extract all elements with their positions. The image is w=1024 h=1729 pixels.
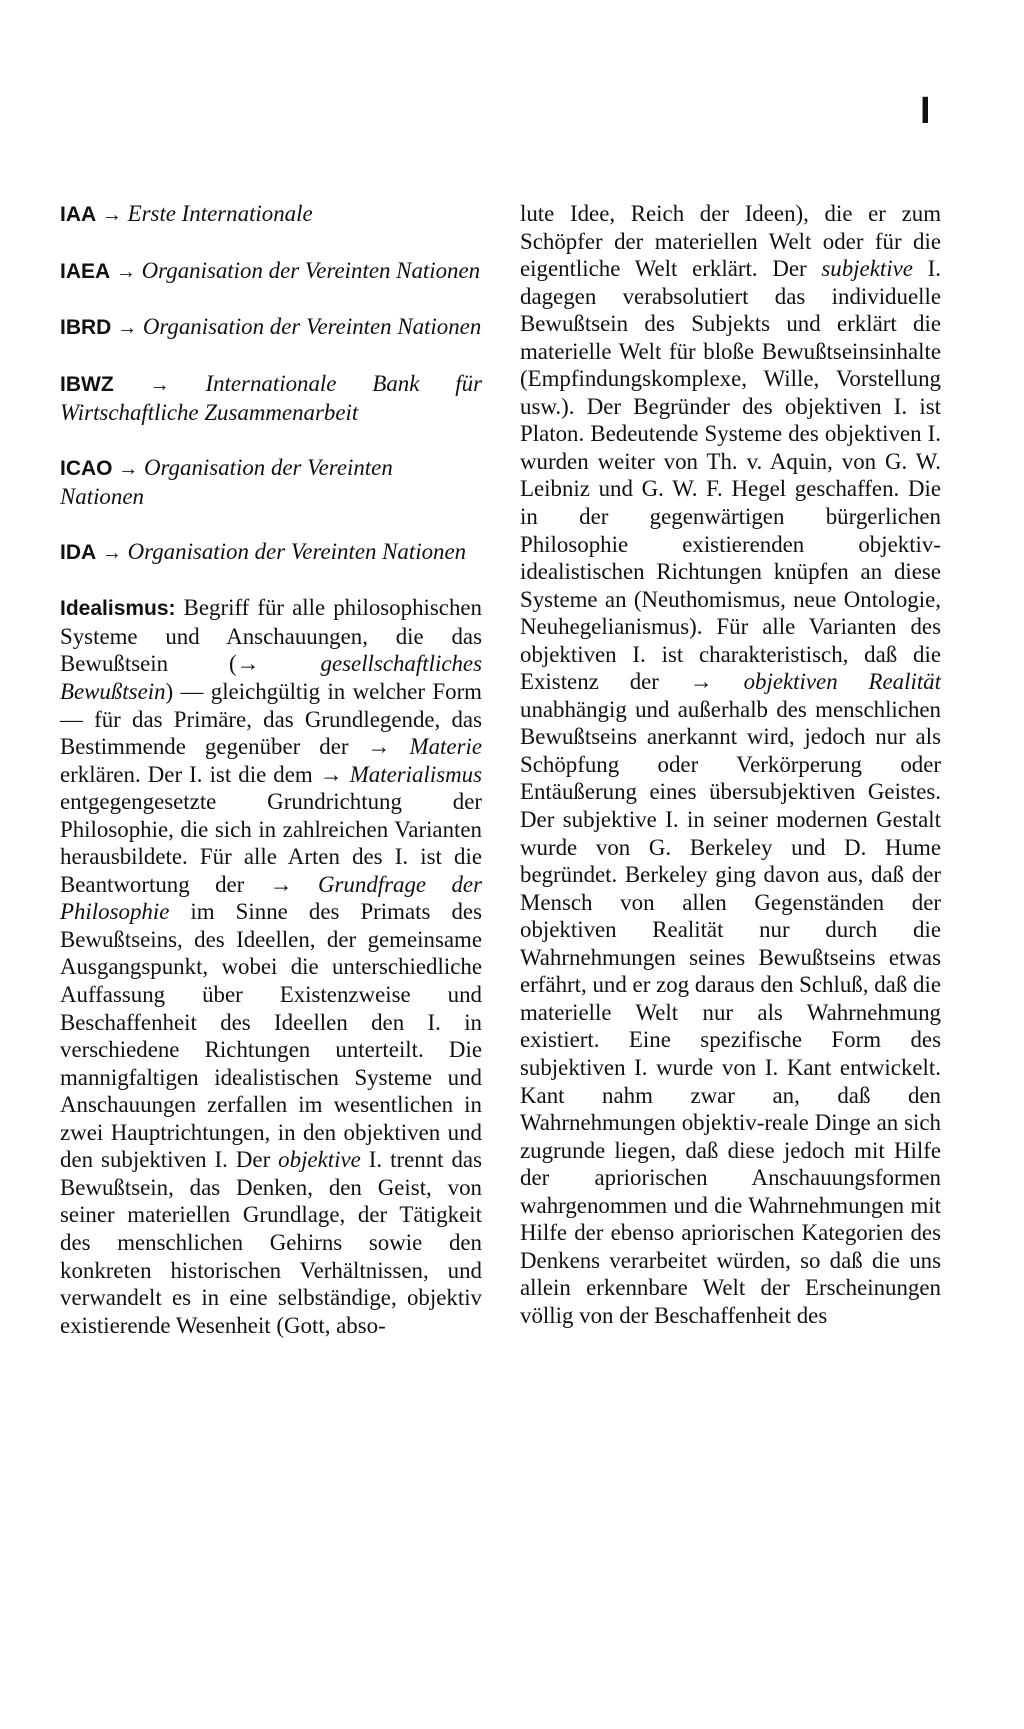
headword: IBRD — [60, 316, 112, 340]
cross-reference: Organisation der Vereinten Nationen — [127, 538, 467, 564]
entry-text: unabhängig und außerhalb des menschlichen Bewußtseins anerkannt wird, jedoch nur als Schöpfung oder Verkörperung oder Entäußerung eines übersubjektiven Geistes. Der subjektive I. in seiner modernen Gestalt wurde von G. Berkeley und D. Hume begründet. Berkeley ging davon aus, daß der Mensch von allen Gegenständen der objektiven Realität nur durch die Wahrnehmungen seines Bewußtseins etwas erfährt, und er zog daraus den Schluß, daß die materielle Welt nur als Wahrnehmung existiert. Eine spezifische Form des subjektiven I. wurde von I. Kant entwickelt. Kant nahm zwar an, daß den Wahrnehmungen objektiv-reale Dinge an sich zugrunde liegen, daß diese jedoch mit Hilfe der apriorischen Anschauungsformen wahrgenommen und die Wahrnehmungen mit Hilfe der ebenso apriorischen Kategorien des Denkens verarbeitet würden, so daß die uns allein erkennbare Welt der Erscheinungen völlig von der Beschaffenheit des — [520, 696, 941, 1328]
entry-text: erklären. Der I. ist die dem — [60, 761, 320, 787]
entry-icao — [60, 454, 482, 511]
cross-reference: Organisation der Vereinten Nationen — [60, 454, 393, 510]
headword: Idealismus: — [60, 597, 176, 621]
arrow-icon: → — [101, 204, 122, 226]
entry-text: I. trennt das Bewußtsein, das Denken, den Geist, von seiner materiellen Grundlage, der Tätigkeit des menschlichen Gehirns sowie den konkreten historischen Verhältnissen, und verwandelt es in eine selbständige, objektiv existierende Wesenheit (Gott, abso- — [60, 1147, 482, 1338]
section-letter: I — [920, 90, 931, 132]
cross-reference: → gesellschaftliches Bewußtsein — [60, 651, 482, 705]
entry-ida — [60, 538, 482, 568]
entry-text: I. dagegen verabsolutiert das individuelle Bewußtsein des Subjekts und erklärt die materielle Welt für bloße Bewußtseinsinhalte (Empfindungskomplexe, Wille, Vorstellung usw.). Der Begründer des objektiven I. ist Platon. Bedeutende Systeme des objektiven I. wurden weiter von Th. v. Aquin, von G. W. Leibniz und G. W. F. Hegel geschaffen. Die in der gegenwärtigen bürgerlichen Philosophie existierenden objektiv-idealistischen Richtungen knüpfen an diese Systeme an (Neuthomismus, neue Ontologie, Neuhegelianismus). Für alle Varianten des objektiven I. ist charakteristisch, daß die Existenz der — [520, 256, 941, 695]
cross-reference: Organisation der Vereinten Nationen — [142, 314, 482, 340]
headword: IAA — [60, 203, 97, 226]
entry-text: lute Idee, Reich der Ideen), die er zum Schöpfer der materiellen Welt oder für die eigentliche Welt erklärt. Der — [520, 201, 941, 282]
arrow-icon: → — [149, 373, 170, 396]
cross-reference: → Materie — [367, 734, 482, 760]
entry-text: ) — gleichgültig in welcher Form — für das Primäre, das Grundlegende, das Bestimmende gegenüber der — [60, 679, 482, 760]
entry-text: entgegengesetzte Grundrichtung der Philosophie, die sich in zahlreichen Varianten herausbildete. Für alle Arten des I. ist die Beantwortung der — [60, 789, 482, 897]
cross-reference: → Grundfrage der Philosophie — [60, 871, 482, 925]
entry-idealismus-continuation — [520, 200, 941, 1329]
emphasis: objektive — [278, 1147, 361, 1173]
arrow-icon: → — [115, 260, 136, 283]
entry-text: im Sinne des Primats des Bewußtseins, des Ideellen, der gemeinsame Ausgangspunkt, wobei die unterschiedliche Auffassung über Existenzweise und Beschaffenheit des Ideellen den I. in verschiedene Richtungen unterteilt. Die mannigfaltigen idealistischen Systeme und Anschauungen zerfallen im wesentlichen in zwei Hauptrichtungen, in den objektiven und den subjektiven I. Der — [60, 899, 482, 1173]
headword: IDA — [60, 540, 97, 564]
entry-idealismus — [60, 594, 482, 1339]
entry-ibrd — [60, 313, 482, 343]
cross-reference: Internationale Bank für Wirtschaftliche Zusammenarbeit — [60, 370, 482, 426]
arrow-icon: → — [101, 541, 122, 564]
entry-ibwz — [60, 370, 482, 427]
entry-iaea — [60, 257, 482, 287]
headword: ICAO — [60, 456, 113, 480]
arrow-icon: → — [118, 457, 139, 480]
cross-reference: Organisation der Vereinten Nationen — [141, 257, 481, 283]
emphasis: subjektive — [821, 256, 913, 282]
headword: IBWZ — [60, 372, 114, 396]
entry-iaa — [60, 200, 482, 230]
cross-reference: → objektiven Realität — [689, 669, 941, 695]
right-column — [520, 200, 941, 1329]
left-column — [60, 200, 482, 1339]
headword: IAEA — [60, 259, 111, 283]
cross-reference: Erste Internationale — [127, 201, 313, 226]
entry-text: Begriff für alle philosophischen Systeme und Anschauungen, die das Bewußtsein ( — [60, 595, 482, 677]
arrow-icon: → — [117, 317, 138, 340]
cross-reference: → Materialismus — [319, 761, 482, 787]
